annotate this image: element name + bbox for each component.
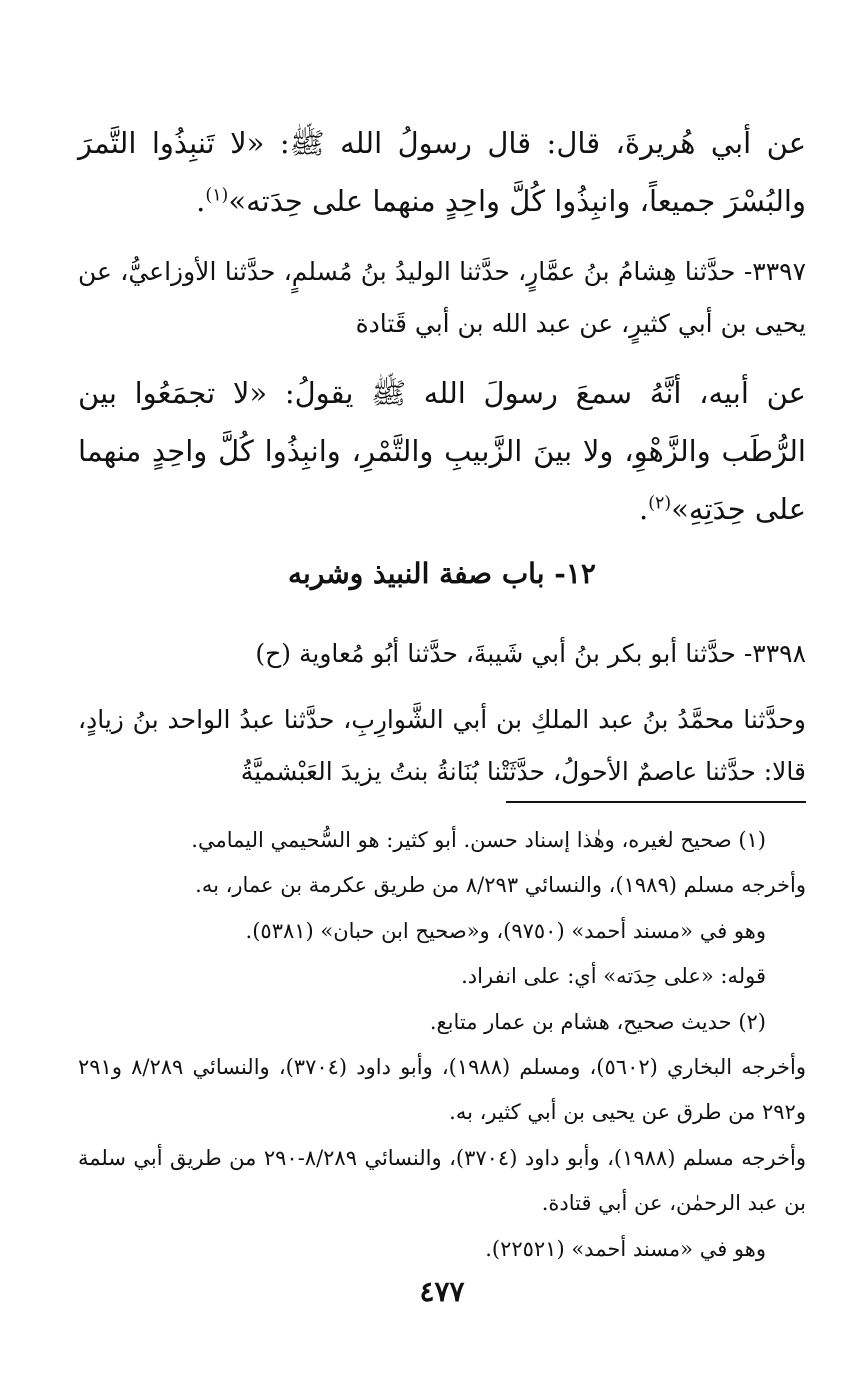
footnote-line: (١) صحيح لغيره، وهٰذا إسناد حسن. أبو كثير: هو السُّحيمي اليمامي. (191, 828, 766, 852)
hadith-text: عن أبيه، أنَّهُ سمعَ رسولَ الله ﷺ يقولُ: «لا تجمَعُوا بين الرُّطَب والزَّهْوِ، ولا بينَ الزَّبيبِ والتَّمْرِ، وانبِذُوا كُلَّ واحِدٍ منهما على حِدَتِهِ» (78, 376, 806, 526)
footnote-line: قوله: «على حِدَته» أي: على انفراد. (461, 964, 766, 989)
chapter-heading: ١٢- باب صفة النبيذ وشربه (288, 557, 596, 590)
book-page (78, 0, 806, 1380)
isnad-paragraph (78, 694, 806, 798)
isnad-paragraph (78, 246, 806, 350)
footnote-line: (٢) حديث صحيح، هشام بن عمار متابع. (429, 1009, 766, 1034)
footnotes-list (78, 818, 806, 1272)
sentence-end: . (639, 492, 649, 526)
isnad-paragraph (78, 628, 806, 680)
isnad-text: ٣٣٩٨- حدَّثنا أبو بكر بنُ أبي شَيبةَ، حدَّثنا أبُو مُعاوية (ح) (255, 639, 806, 668)
hadith-paragraph (78, 114, 806, 230)
page-number: ٤٧٧ (419, 1275, 465, 1308)
hadith-text: عن أبي هُريرةَ، قال: قال رسولُ الله ﷺ: «لا تَنبِذُوا التَّمرَ والبُسْرَ جميعاً، وانبِذُوا كُلَّ واحِدٍ منهما على حِدَته» (78, 126, 806, 218)
footnote-line: وهو في «مسند أحمد» (٩٧٥٠)، و«صحيح ابن حبان» (٥٣٨١). (245, 918, 766, 943)
sentence-end: . (196, 184, 206, 218)
footnote-separator (506, 801, 806, 803)
footnote-line: وأخرجه البخاري (٥٦٠٢)، ومسلم (١٩٨٨)، وأبو داود (٣٧٠٤)، والنسائي ٨/٢٨٩ و٢٩١ و٢٩٢ من طرق عن يحيى بن أبي كثير، به. (78, 1055, 807, 1125)
footnote-ref[interactable]: (١) (205, 185, 229, 206)
footnote-line: وأخرجه مسلم (١٩٨٨)، وأبو داود (٣٧٠٤)، والنسائي ٨/٢٨٩-٢٩٠ من طريق أبي سلمة بن عبد الرحمٰن، عن أبي قتادة. (78, 1145, 806, 1216)
hadith-paragraph (78, 364, 806, 538)
isnad-text: ٣٣٩٧- حدَّثنا هِشامُ بنُ عمَّارٍ، حدَّثنا الوليدُ بنُ مُسلمٍ، حدَّثنا الأوزاعيُّ، عن يحيى بن أبي كثيرٍ، عن عبد الله بن أبي قَتادة (78, 257, 806, 338)
footnote-line: وأخرجه مسلم (١٩٨٩)، والنسائي ٨/٢٩٣ من طريق عكرمة بن عمار، به. (195, 873, 806, 898)
isnad-text: وحدَّثنا محمَّدُ بنُ عبد الملكِ بن أبي الشَّوارِبِ، حدَّثنا عبدُ الواحد بنُ زيادٍ، قالا: حدَّثنا عاصمٌ الأحولُ، حدَّثَتْنا بُنَانةُ بنتُ يزيدَ العَبْشميَّةُ (78, 705, 806, 786)
footnote-ref[interactable]: (٢) (648, 493, 672, 514)
footnote-line: وهو في «مسند أحمد» (٢٢٥٢١). (485, 1236, 766, 1261)
